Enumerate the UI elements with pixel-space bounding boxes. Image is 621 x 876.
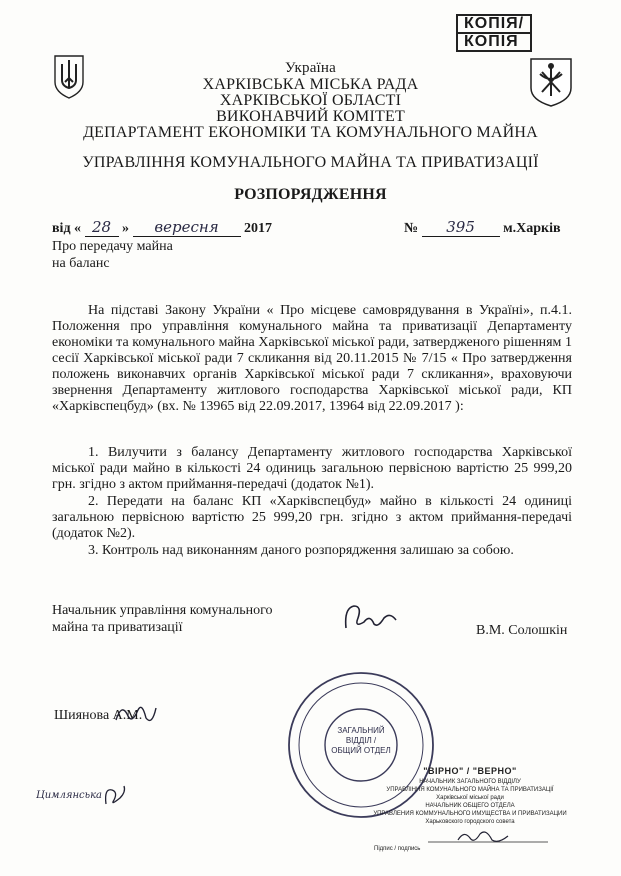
signatory-position-line-2: майна та приватизації: [52, 620, 183, 635]
verified-stamp-line-5: УПРАВЛЕНИЯ КОММУНАЛЬНОГО ИМУЩЕСТВА И ПРИВАТИЗАЦИИ: [373, 811, 567, 817]
item-2-paragraph: 2. Передати на баланс КП «Харківспецбуд» майно в кількості 24 одиниці загальною первісною вартістю 25 999,20 грн. згідно з актом приймання-передачі (додаток №2).: [52, 494, 572, 541]
subject: [52, 238, 173, 272]
seal-center-line-1: ЗАГАЛЬНИЙ: [337, 726, 385, 735]
checker-initials: [100, 782, 130, 808]
verified-stamp-footer: Підпис / подпись: [374, 846, 421, 852]
header-committee: ВИКОНАВЧИЙ КОМІТЕТ: [216, 108, 405, 125]
number-label: №: [404, 221, 419, 236]
executor-name: Шиянова А.М.: [54, 708, 143, 723]
signatory-name: В.М. Солошкін: [476, 623, 568, 638]
verified-stamp-signature: [368, 828, 572, 846]
verified-copy-stamp: [368, 766, 572, 858]
header-directorate: УПРАВЛІННЯ КОМУНАЛЬНОГО МАЙНА ТА ПРИВАТИЗАЦІЇ: [82, 154, 539, 171]
date-year: 2017: [244, 221, 273, 236]
document-type-title: РОЗПОРЯДЖЕННЯ: [234, 186, 387, 203]
copy-stamp-line-2: КОПІЯ: [456, 34, 532, 52]
handwritten-signature: [340, 598, 400, 638]
verified-stamp-line-1: НАЧАЛЬНИК ЗАГАЛЬНОГО ВІДДІЛУ: [419, 779, 521, 785]
verified-stamp-title: "ВІРНО" / "ВЕРНО": [423, 766, 517, 776]
header-oblast: ХАРКІВСЬКОЇ ОБЛАСТІ: [219, 92, 402, 109]
header-country: Україна: [285, 60, 336, 76]
date-day: 28: [85, 218, 119, 237]
signatory-position: [52, 602, 273, 636]
executor-initials: [112, 698, 160, 728]
item-1-paragraph: 1. Вилучити з балансу Департаменту житлового господарства Харківської міської ради майно в кількості 24 одиниць загальною первісною вартістю 25 999,20 грн. згідно з актом приймання-передачі (додаток №1).: [52, 445, 572, 492]
date-from-label: від «: [52, 221, 82, 236]
verified-stamp-line-4: НАЧАЛЬНИК ОБЩЕГО ОТДЕЛА: [425, 803, 515, 809]
header-department: ДЕПАРТАМЕНТ ЕКОНОМІКИ ТА КОМУНАЛЬНОГО МАЙНА: [83, 124, 538, 141]
signatory-position-line-1: Начальник управління комунального: [52, 603, 273, 618]
city: м.Харків: [503, 221, 561, 236]
date-close-quote: »: [122, 221, 130, 236]
date-number-line: [52, 218, 572, 237]
subject-line-1: Про передачу майна: [52, 239, 173, 254]
date-month: вересня: [133, 218, 241, 237]
document-number: 395: [422, 218, 500, 237]
preamble-paragraph: На підставі Закону України « Про місцеве самоврядування в Україні», п.4.1. Положення про управління комунального майна та приватизації Департаменту економіки та комунального майна Харківської міської ради, затвердженого рішенням 1 сесії Харківської міської ради 7 скликання від 20.11.2015 № 7/15 « Про затвердження положень виконавчих органів Харківської міської ради 7 скликання», враховуючи звернення Департаменту житлового господарства Харківської міської ради, КП «Харківспецбуд» (вх. № 13965 від 22.09.2017, 13964 від 22.09.2017 ):: [52, 303, 572, 414]
copy-stamp: [456, 14, 532, 52]
copy-stamp-line-1: КОПІЯ/: [456, 14, 532, 34]
seal-center-line-3: ОБЩИЙ ОТДЕЛ: [331, 746, 391, 755]
checker-name: Цимлянська: [36, 790, 103, 801]
header-council: ХАРКІВСЬКА МІСЬКА РАДА: [202, 76, 419, 93]
item-3-paragraph: 3. Контроль над виконанням даного розпорядження залишаю за собою.: [88, 543, 514, 558]
subject-line-2: на баланс: [52, 256, 110, 271]
verified-stamp-line-2: УПРАВЛІННЯ КОМУНАЛЬНОГО МАЙНА ТА ПРИВАТИЗАЦІЇ: [386, 787, 554, 793]
seal-center-line-2: ВІДДІЛ /: [345, 736, 377, 745]
verified-stamp-line-3: Харківської міської ради: [436, 795, 504, 801]
verified-stamp-line-6: Харьковского городского совета: [425, 819, 515, 825]
